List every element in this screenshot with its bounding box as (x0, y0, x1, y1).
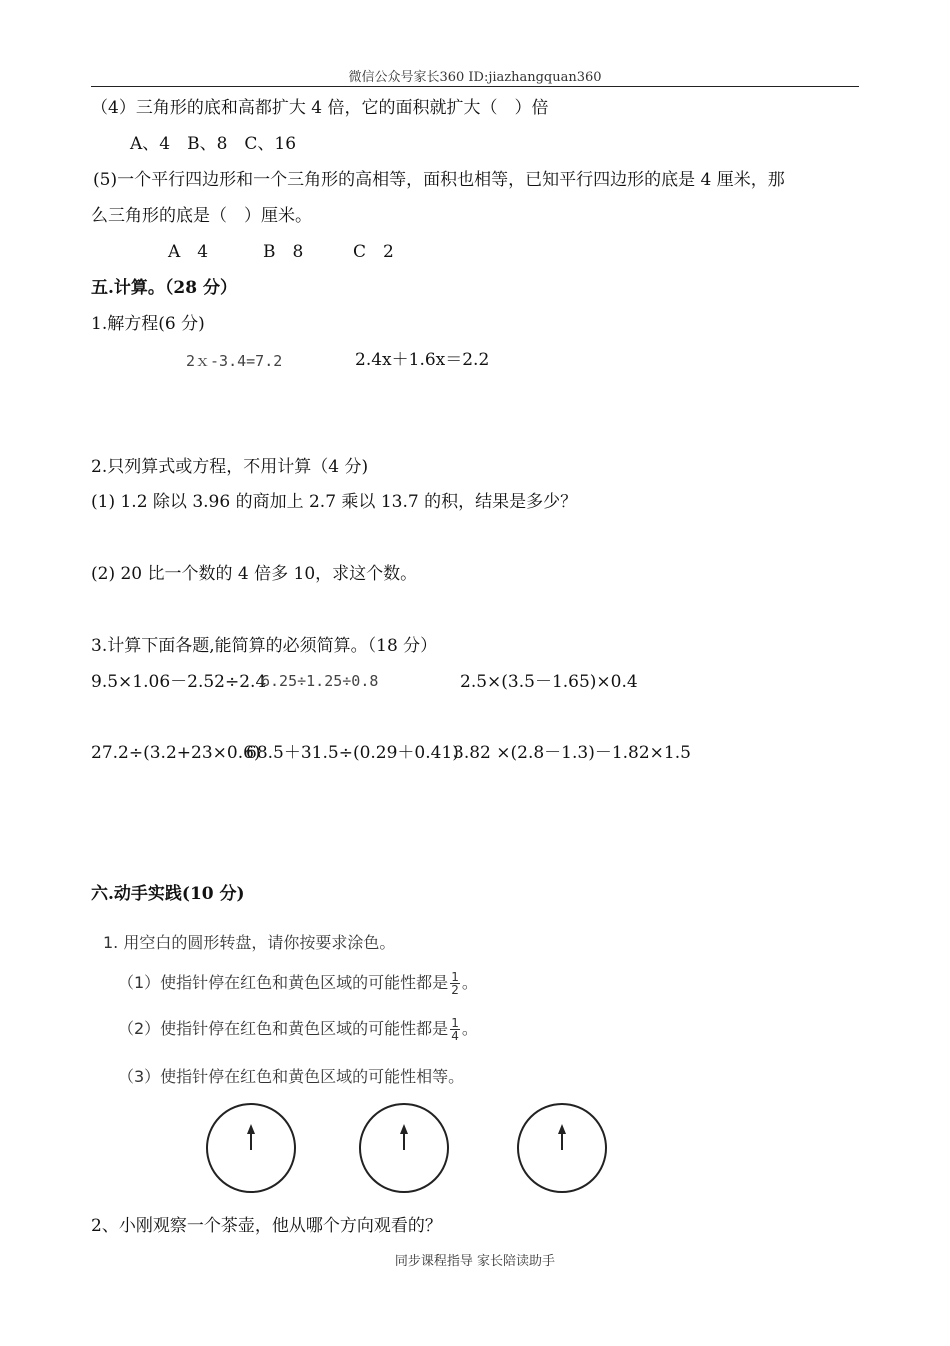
part-3-title: 3.计算下面各题,能简算的必须简算。（18 分） (91, 636, 438, 656)
page-footer: 同步课程指导 家长陪读助手 (394, 1254, 556, 1269)
subquestion-2-text: （2）使指针停在红色和黄色区域的可能性都是 (118, 1019, 449, 1038)
expression-5: 68.5＋31.5÷(0.29＋0.41) (246, 743, 459, 763)
part-2-question-2: (2) 20 比一个数的 4 倍多 10，求这个数。 (91, 564, 418, 584)
expression-6: 3.82 ×(2.8－1.3)－1.82×1.5 (453, 743, 691, 763)
part-2-title: 2.只列算式或方程，不用计算（4 分) (91, 457, 369, 477)
spinner-diagrams (195, 1100, 615, 1200)
expression-3: 2.5×(3.5－1.65)×0.4 (460, 672, 638, 692)
question-5-line1: (5)一个平行四边形和一个三角形的高相等，面积也相等，已知平行四边形的底是 4 厘米，那 (93, 170, 785, 190)
question-5-option-a: A 4 (168, 242, 209, 262)
section-5-title: 五.计算。（28 分） (91, 278, 237, 298)
page-header: 微信公众号家长360 ID:jiazhangquan360 (348, 70, 602, 85)
subquestion-1-text: （1）使指针停在红色和黄色区域的可能性都是 (118, 973, 449, 992)
equation-2: 2.4x＋1.6x＝2.2 (355, 350, 490, 370)
question-4-options: A、4 B、8 C、16 (130, 134, 297, 154)
fraction-one-half: $\frac{1}{2}$ (451, 970, 459, 997)
section-6-title: 六.动手实践(10 分) (91, 884, 245, 904)
fraction-one-quarter: $\frac{1}{4}$ (451, 1016, 459, 1043)
header-divider (91, 86, 859, 87)
spinner-1[interactable] (207, 1104, 295, 1192)
task-1-subquestion-1: （1）使指针停在红色和黄色区域的可能性都是 $\frac{1}{2}$ 。 (118, 970, 478, 997)
part-2-question-1: (1) 1.2 除以 3.96 的商加上 2.7 乘以 13.7 的积，结果是多少？ (91, 492, 578, 512)
question-5-option-b: B 8 (263, 242, 304, 262)
spinner-2[interactable] (360, 1104, 448, 1192)
expression-2: 6.25÷1.25÷0.8 (261, 672, 379, 690)
spinner-3[interactable] (518, 1104, 606, 1192)
question-4-stem: （4）三角形的底和高都扩大 4 倍，它的面积就扩大（ ）倍 (91, 98, 549, 118)
question-5-option-c: C 2 (353, 242, 394, 262)
task-1-title: 1. 用空白的圆形转盘，请你按要求涂色。 (103, 933, 396, 952)
expression-4: 27.2÷(3.2+23×0.6) (91, 743, 261, 763)
question-5-line2: 么三角形的底是（ ）厘米。 (91, 206, 312, 226)
expression-1: 9.5×1.06－2.52÷2.4 (91, 672, 267, 692)
part-1-title: 1.解方程(6 分) (91, 314, 205, 334)
equation-1: 2ｘ-3.4=7.2 (186, 352, 283, 370)
task-1-subquestion-3: （3）使指针停在红色和黄色区域的可能性相等。 (118, 1067, 465, 1086)
task-2-question: 2、小刚观察一个茶壶，他从哪个方向观看的？ (91, 1216, 442, 1236)
task-1-subquestion-2: （2）使指针停在红色和黄色区域的可能性都是 $\frac{1}{4}$ 。 (118, 1016, 478, 1043)
